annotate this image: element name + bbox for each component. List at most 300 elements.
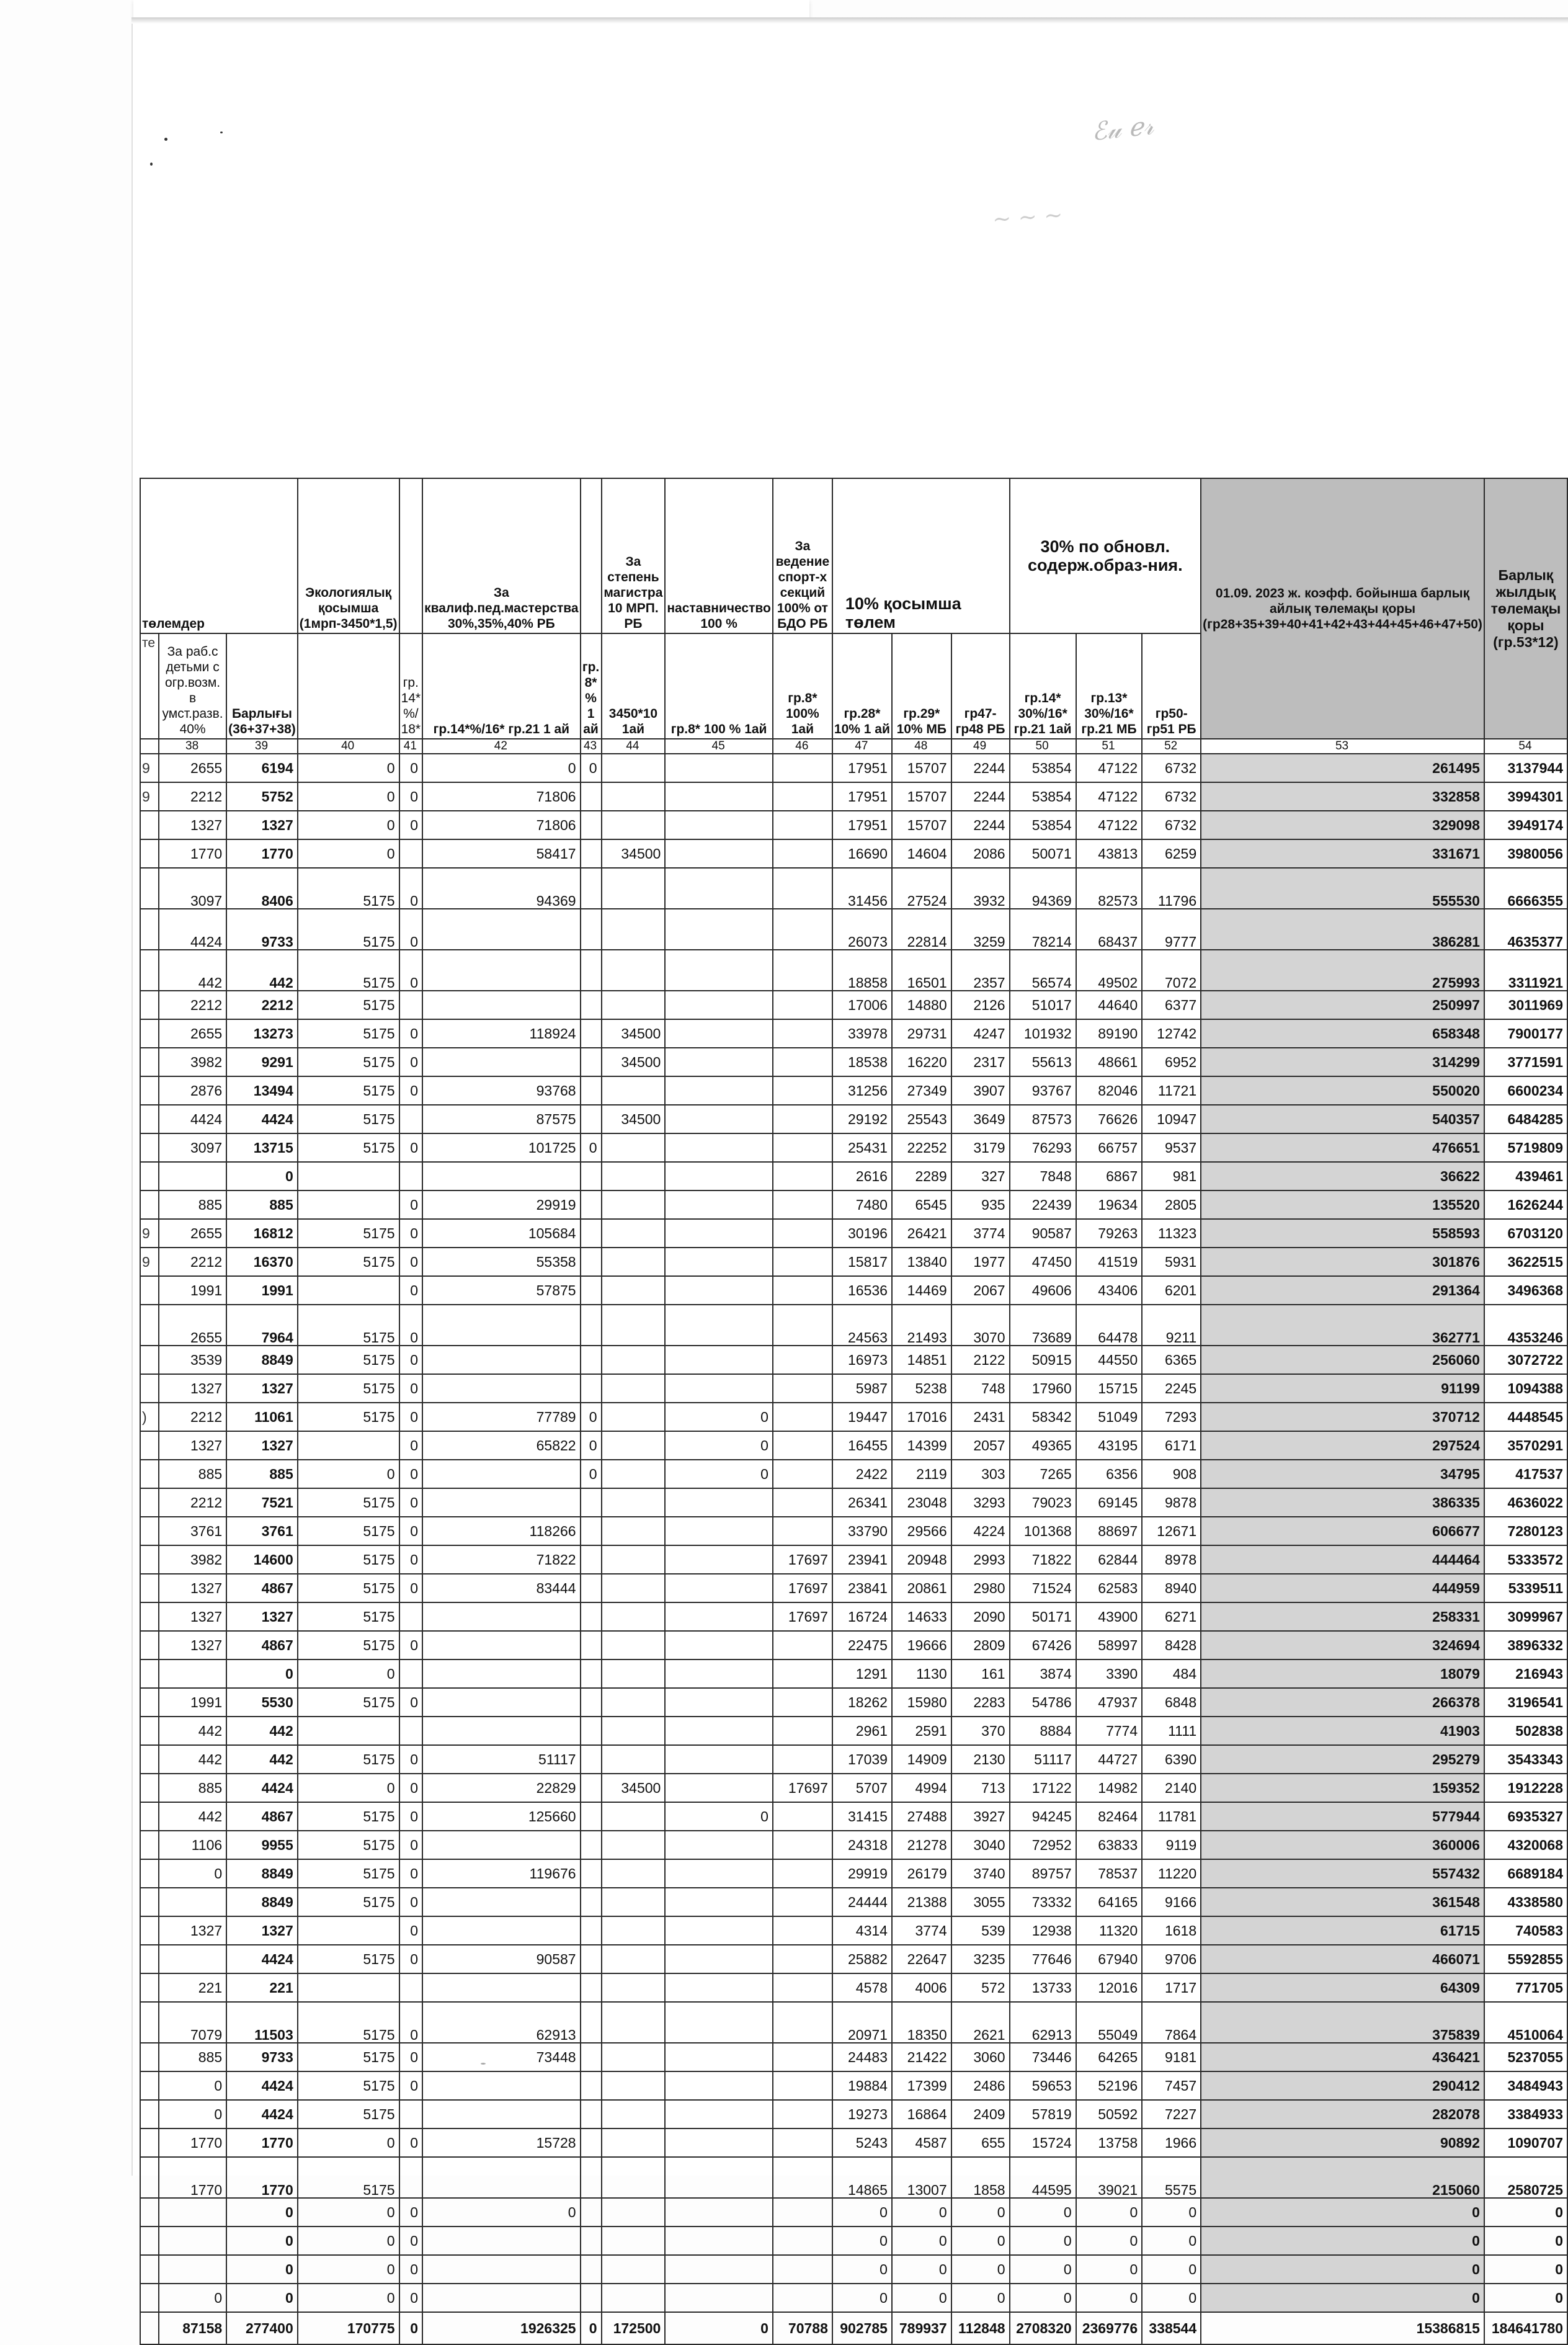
- table-cell: [773, 1305, 832, 1346]
- table-row: [140, 1659, 1567, 1688]
- row-edge-cell: [140, 2255, 159, 2284]
- scan-speck: [164, 138, 167, 141]
- table-cell: [665, 2002, 773, 2043]
- table-cell: 436421: [1201, 2043, 1484, 2071]
- column-number: 52: [1142, 739, 1201, 754]
- table-cell: 67426: [1010, 1631, 1076, 1659]
- table-cell: [602, 1859, 666, 1888]
- table-cell: [773, 1831, 832, 1859]
- table-cell: 1770: [159, 839, 226, 868]
- table-cell: 5175: [298, 868, 399, 909]
- table-cell: 0: [951, 2227, 1010, 2255]
- table-cell: [298, 1162, 399, 1190]
- table-cell: 0: [399, 1190, 423, 1219]
- table-cell: [298, 1431, 399, 1460]
- table-cell: 3137944: [1484, 754, 1567, 782]
- table-cell: 3622515: [1484, 1248, 1567, 1276]
- row-edge-cell: [140, 868, 159, 909]
- table-cell: 0: [298, 2227, 399, 2255]
- total-cell: 172500: [602, 2312, 666, 2344]
- table-row: [140, 2157, 1567, 2198]
- table-cell: 15707: [892, 811, 951, 839]
- table-cell: [773, 754, 832, 782]
- table-cell: 7293: [1142, 1403, 1201, 1431]
- table-cell: 30196: [832, 1219, 892, 1248]
- table-cell: 0: [399, 1305, 423, 1346]
- header-obnovl: 30% по обновл. содерж.образ-ния.: [1010, 478, 1201, 633]
- table-cell: 4424: [226, 1945, 298, 1973]
- table-cell: 2655: [159, 1305, 226, 1346]
- table-cell: 713: [951, 1774, 1010, 1802]
- table-cell: 1770: [226, 839, 298, 868]
- table-cell: 0: [298, 754, 399, 782]
- total-cell: 0: [581, 2312, 602, 2344]
- table-cell: 2289: [892, 1162, 951, 1190]
- table-cell: 3496368: [1484, 1276, 1567, 1305]
- table-cell: 25543: [892, 1105, 951, 1133]
- header-ekolog: Экологиялық қосымша (1мрп-3450*1,5): [298, 478, 399, 633]
- table-cell: 15817: [832, 1248, 892, 1276]
- table-cell: 90587: [1010, 1219, 1076, 1248]
- table-cell: 0: [159, 1859, 226, 1888]
- row-edge-cell: [140, 1276, 159, 1305]
- table-cell: 2212: [159, 1488, 226, 1517]
- table-cell: 14600: [226, 1545, 298, 1574]
- table-cell: [581, 1162, 602, 1190]
- table-cell: [602, 1631, 666, 1659]
- row-edge-cell: [140, 1688, 159, 1717]
- table-cell: 3982: [159, 1545, 226, 1574]
- table-cell: 0: [399, 1048, 423, 1076]
- header-o50: гр.14* 30%/16* гр.21 1ай: [1010, 633, 1076, 739]
- table-cell: 1626244: [1484, 1190, 1567, 1219]
- table-cell: 0: [226, 1162, 298, 1190]
- table-cell: [602, 1945, 666, 1973]
- table-cell: 0: [399, 1745, 423, 1774]
- row-edge-cell: [140, 1346, 159, 1374]
- table-cell: 14399: [892, 1431, 951, 1460]
- table-cell: 885: [226, 1190, 298, 1219]
- table-cell: 4424: [226, 1774, 298, 1802]
- table-cell: 18350: [892, 2002, 951, 2043]
- table-cell: [422, 2227, 581, 2255]
- table-cell: [602, 1802, 666, 1831]
- table-cell: [665, 1133, 773, 1162]
- table-cell: [602, 2128, 666, 2157]
- table-cell: [773, 1688, 832, 1717]
- table-row: [140, 1859, 1567, 1888]
- table-cell: 2130: [951, 1745, 1010, 1774]
- table-cell: 64309: [1201, 1973, 1484, 2002]
- table-cell: 0: [892, 2255, 951, 2284]
- table-cell: 3179: [951, 1133, 1010, 1162]
- table-cell: 2961: [832, 1717, 892, 1745]
- table-cell: 5333572: [1484, 1545, 1567, 1574]
- totals-row: [140, 2312, 1567, 2344]
- table-cell: [665, 1945, 773, 1973]
- table-cell: 3570291: [1484, 1431, 1567, 1460]
- column-number: 44: [602, 739, 666, 754]
- table-cell: 3774: [951, 1219, 1010, 1248]
- row-edge-cell: [140, 2284, 159, 2312]
- table-cell: 6171: [1142, 1431, 1201, 1460]
- table-cell: 4867: [226, 1631, 298, 1659]
- table-cell: 56574: [1010, 950, 1076, 991]
- row-edge-cell: [140, 1602, 159, 1631]
- row-edge-cell: [140, 1973, 159, 2002]
- table-cell: 3980056: [1484, 839, 1567, 868]
- table-cell: [602, 1659, 666, 1688]
- table-cell: 6259: [1142, 839, 1201, 868]
- table-cell: 5175: [298, 1105, 399, 1133]
- table-cell: 4353246: [1484, 1305, 1567, 1346]
- header-za-rab: За раб.с детьми с огр.возм. в умст.разв. 40%: [159, 633, 226, 739]
- table-cell: [422, 1831, 581, 1859]
- table-cell: 5175: [298, 2002, 399, 2043]
- table-cell: 21388: [892, 1888, 951, 1916]
- table-cell: 1327: [226, 1602, 298, 1631]
- table-cell: 291364: [1201, 1276, 1484, 1305]
- table-cell: 1327: [226, 1916, 298, 1945]
- table-cell: [581, 1659, 602, 1688]
- table-cell: [773, 1248, 832, 1276]
- table-cell: 13494: [226, 1076, 298, 1105]
- row-edge-cell: [140, 909, 159, 950]
- table-cell: [602, 1133, 666, 1162]
- column-number: 46: [773, 739, 832, 754]
- table-cell: 62844: [1076, 1545, 1143, 1574]
- table-cell: [665, 2284, 773, 2312]
- table-cell: 17697: [773, 1545, 832, 1574]
- table-cell: 19634: [1076, 1190, 1143, 1219]
- totals-edge-cell: [140, 2312, 159, 2344]
- table-cell: 47122: [1076, 782, 1143, 811]
- table-cell: [602, 909, 666, 950]
- table-cell: 15707: [892, 782, 951, 811]
- table-cell: 6271: [1142, 1602, 1201, 1631]
- total-cell: 277400: [226, 2312, 298, 2344]
- table-cell: 5175: [298, 1076, 399, 1105]
- table-cell: [581, 1602, 602, 1631]
- table-cell: 19666: [892, 1631, 951, 1659]
- table-cell: 27349: [892, 1076, 951, 1105]
- table-row: [140, 1190, 1567, 1219]
- table-cell: 5243: [832, 2128, 892, 2157]
- table-cell: 885: [159, 1460, 226, 1488]
- table-cell: 3311921: [1484, 950, 1567, 991]
- header-kvalif: За квалиф.пед.мастерства 30%,35%,40% РБ: [422, 478, 581, 633]
- table-cell: 57819: [1010, 2100, 1076, 2128]
- header-o52: гр50-гр51 РБ: [1142, 633, 1201, 739]
- table-cell: 370712: [1201, 1403, 1484, 1431]
- table-cell: 0: [399, 2255, 423, 2284]
- table-cell: [399, 991, 423, 1019]
- table-cell: [581, 1545, 602, 1574]
- table-cell: 26179: [892, 1859, 951, 1888]
- table-cell: [602, 1219, 666, 1248]
- table-cell: 11721: [1142, 1076, 1201, 1105]
- column-number: 38: [159, 739, 226, 754]
- row-edge-cell: [140, 2043, 159, 2071]
- table-cell: [665, 1374, 773, 1403]
- table-cell: 5175: [298, 2043, 399, 2071]
- table-cell: 361548: [1201, 1888, 1484, 1916]
- table-cell: 20948: [892, 1545, 951, 1574]
- table-cell: 5175: [298, 1346, 399, 1374]
- total-cell: 2369776: [1076, 2312, 1143, 2344]
- table-cell: 7457: [1142, 2071, 1201, 2100]
- table-cell: 3949174: [1484, 811, 1567, 839]
- table-cell: 17960: [1010, 1374, 1076, 1403]
- table-cell: [665, 1346, 773, 1374]
- table-cell: 6356: [1076, 1460, 1143, 1488]
- table-row: [140, 2284, 1567, 2312]
- total-cell: 2708320: [1010, 2312, 1076, 2344]
- table-cell: 6201: [1142, 1276, 1201, 1305]
- table-cell: [773, 1916, 832, 1945]
- table-cell: 65822: [422, 1431, 581, 1460]
- table-cell: 0: [951, 2198, 1010, 2227]
- table-cell: 442: [159, 950, 226, 991]
- row-edge-cell: [140, 839, 159, 868]
- table-cell: 4635377: [1484, 909, 1567, 950]
- table-cell: 49606: [1010, 1276, 1076, 1305]
- table-row: [140, 1019, 1567, 1048]
- table-cell: 1291: [832, 1659, 892, 1688]
- table-row: [140, 2227, 1567, 2255]
- table-cell: 1977: [951, 1248, 1010, 1276]
- table-cell: 105684: [422, 1219, 581, 1248]
- row-edge-cell: [140, 1431, 159, 1460]
- table-row: [140, 1545, 1567, 1574]
- row-edge-cell: 9: [140, 782, 159, 811]
- table-cell: 0: [399, 1076, 423, 1105]
- table-cell: 0: [399, 2043, 423, 2071]
- table-cell: 0: [298, 839, 399, 868]
- table-cell: [581, 782, 602, 811]
- table-cell: [602, 1374, 666, 1403]
- table-cell: [422, 1162, 581, 1190]
- table-cell: 11320: [1076, 1916, 1143, 1945]
- table-cell: 5175: [298, 1374, 399, 1403]
- table-cell: 16690: [832, 839, 892, 868]
- header-kosymsha: 10% қосымша төлем: [832, 478, 1010, 633]
- table-cell: [298, 1717, 399, 1745]
- table-cell: [159, 2255, 226, 2284]
- table-cell: [665, 2157, 773, 2198]
- table-cell: 11323: [1142, 1219, 1201, 1248]
- row-edge-cell: [140, 2128, 159, 2157]
- table-cell: 935: [951, 1190, 1010, 1219]
- table-cell: 303: [951, 1460, 1010, 1488]
- table-cell: 2212: [159, 782, 226, 811]
- table-cell: 386281: [1201, 909, 1484, 950]
- table-cell: 439461: [1484, 1162, 1567, 1190]
- table-cell: 981: [1142, 1162, 1201, 1190]
- table-cell: 8940: [1142, 1574, 1201, 1602]
- table-cell: 6365: [1142, 1346, 1201, 1374]
- table-cell: 17697: [773, 1774, 832, 1802]
- table-cell: 25882: [832, 1945, 892, 1973]
- table-cell: 8849: [226, 1888, 298, 1916]
- table-cell: 9181: [1142, 2043, 1201, 2071]
- header-sport-sub: гр.8* 100% 1ай: [773, 633, 832, 739]
- row-edge-cell: [140, 1460, 159, 1488]
- table-cell: [773, 1162, 832, 1190]
- table-cell: 2805: [1142, 1190, 1201, 1219]
- table-cell: 1991: [159, 1688, 226, 1717]
- table-cell: 94369: [1010, 868, 1076, 909]
- table-cell: 16724: [832, 1602, 892, 1631]
- table-cell: 3072722: [1484, 1346, 1567, 1374]
- table-cell: 73446: [1010, 2043, 1076, 2071]
- table-cell: 4224: [951, 1517, 1010, 1545]
- table-cell: 3484943: [1484, 2071, 1567, 2100]
- table-cell: 4424: [226, 1105, 298, 1133]
- column-number: 50: [1010, 739, 1076, 754]
- table-cell: [581, 1717, 602, 1745]
- table-cell: 50915: [1010, 1346, 1076, 1374]
- table-cell: 68437: [1076, 909, 1143, 950]
- table-cell: 3740: [951, 1859, 1010, 1888]
- table-cell: 2090: [951, 1602, 1010, 1631]
- table-cell: 4424: [159, 1105, 226, 1133]
- table-cell: [581, 1517, 602, 1545]
- table-cell: 8978: [1142, 1545, 1201, 1574]
- table-cell: 0: [1010, 2227, 1076, 2255]
- table-cell: 31415: [832, 1802, 892, 1831]
- table-cell: [773, 2198, 832, 2227]
- table-cell: 370: [951, 1717, 1010, 1745]
- table-cell: [602, 1831, 666, 1859]
- table-cell: 6732: [1142, 811, 1201, 839]
- table-cell: 771705: [1484, 1973, 1567, 2002]
- table-cell: [399, 1602, 423, 1631]
- table-cell: 2245: [1142, 1374, 1201, 1403]
- table-cell: 13758: [1076, 2128, 1143, 2157]
- table-cell: 442: [159, 1717, 226, 1745]
- table-cell: 0: [832, 2227, 892, 2255]
- table-cell: 5575: [1142, 2157, 1201, 2198]
- table-cell: [773, 1488, 832, 1517]
- table-cell: [773, 1745, 832, 1774]
- row-edge-cell: [140, 2157, 159, 2198]
- table-cell: [665, 1545, 773, 1574]
- table-cell: [773, 1973, 832, 2002]
- table-row: [140, 1162, 1567, 1190]
- header-stepen: За степень магистра 10 МРП. РБ: [602, 478, 666, 633]
- table-row: [140, 1945, 1567, 1973]
- table-cell: 0: [226, 1659, 298, 1688]
- header-k47: гр.28* 10% 1 ай: [832, 633, 892, 739]
- table-cell: 11061: [226, 1403, 298, 1431]
- table-row: [140, 1460, 1567, 1488]
- table-cell: 442: [226, 1745, 298, 1774]
- table-cell: 78537: [1076, 1859, 1143, 1888]
- table-cell: 54786: [1010, 1688, 1076, 1717]
- table-cell: [399, 2157, 423, 2198]
- table-row: [140, 1688, 1567, 1717]
- table-cell: 66757: [1076, 1133, 1143, 1162]
- table-cell: 8849: [226, 1346, 298, 1374]
- table-cell: 0: [399, 2002, 423, 2043]
- table-cell: 3235: [951, 1945, 1010, 1973]
- table-cell: 655: [951, 2128, 1010, 2157]
- table-cell: 658348: [1201, 1019, 1484, 1048]
- table-cell: 3390: [1076, 1659, 1143, 1688]
- table-cell: 29566: [892, 1517, 951, 1545]
- column-number: 43: [581, 739, 602, 754]
- table-cell: [665, 2128, 773, 2157]
- table-cell: [773, 2227, 832, 2255]
- table-cell: [399, 1717, 423, 1745]
- table-row: [140, 1276, 1567, 1305]
- row-edge-cell: [140, 1916, 159, 1945]
- table-cell: [773, 1276, 832, 1305]
- table-cell: 26421: [892, 1219, 951, 1248]
- table-cell: 9166: [1142, 1888, 1201, 1916]
- row-edge-cell: [140, 1076, 159, 1105]
- table-cell: 15728: [422, 2128, 581, 2157]
- table-cell: [581, 1105, 602, 1133]
- table-cell: 2580725: [1484, 2157, 1567, 2198]
- table-cell: [581, 2157, 602, 2198]
- table-cell: 0: [399, 1574, 423, 1602]
- table-row: [140, 2198, 1567, 2227]
- column-number: 49: [951, 739, 1010, 754]
- header-row-top: [140, 478, 1567, 633]
- table-cell: [602, 1248, 666, 1276]
- table-cell: 17122: [1010, 1774, 1076, 1802]
- table-cell: [665, 2227, 773, 2255]
- table-cell: [665, 1105, 773, 1133]
- table-cell: 0: [399, 1859, 423, 1888]
- table-cell: [581, 868, 602, 909]
- table-row: [140, 1133, 1567, 1162]
- payroll-table: [140, 478, 1568, 2345]
- header-blank: [581, 478, 602, 633]
- table-cell: [665, 1488, 773, 1517]
- table-cell: [581, 2128, 602, 2157]
- table-cell: 79023: [1010, 1488, 1076, 1517]
- table-cell: 555530: [1201, 868, 1484, 909]
- row-edge-cell: [140, 811, 159, 839]
- table-cell: 0: [1010, 2284, 1076, 2312]
- table-cell: [665, 1574, 773, 1602]
- table-cell: [665, 1276, 773, 1305]
- table-cell: 1094388: [1484, 1374, 1567, 1403]
- table-row: [140, 1745, 1567, 1774]
- table-cell: 5237055: [1484, 2043, 1567, 2071]
- table-cell: 0: [298, 2255, 399, 2284]
- table-cell: 0: [832, 2255, 892, 2284]
- table-cell: [602, 1305, 666, 1346]
- row-edge-cell: [140, 1517, 159, 1545]
- table-cell: [665, 1745, 773, 1774]
- table-cell: [422, 1460, 581, 1488]
- table-cell: 0: [581, 1460, 602, 1488]
- table-cell: 14982: [1076, 1774, 1143, 1802]
- table-cell: 3771591: [1484, 1048, 1567, 1076]
- table-row: [140, 868, 1567, 909]
- table-cell: [773, 782, 832, 811]
- table-cell: [665, 2198, 773, 2227]
- table-cell: [581, 1859, 602, 1888]
- table-cell: 20861: [892, 1574, 951, 1602]
- table-cell: 295279: [1201, 1745, 1484, 1774]
- table-cell: 577944: [1201, 1802, 1484, 1831]
- table-row: [140, 2043, 1567, 2071]
